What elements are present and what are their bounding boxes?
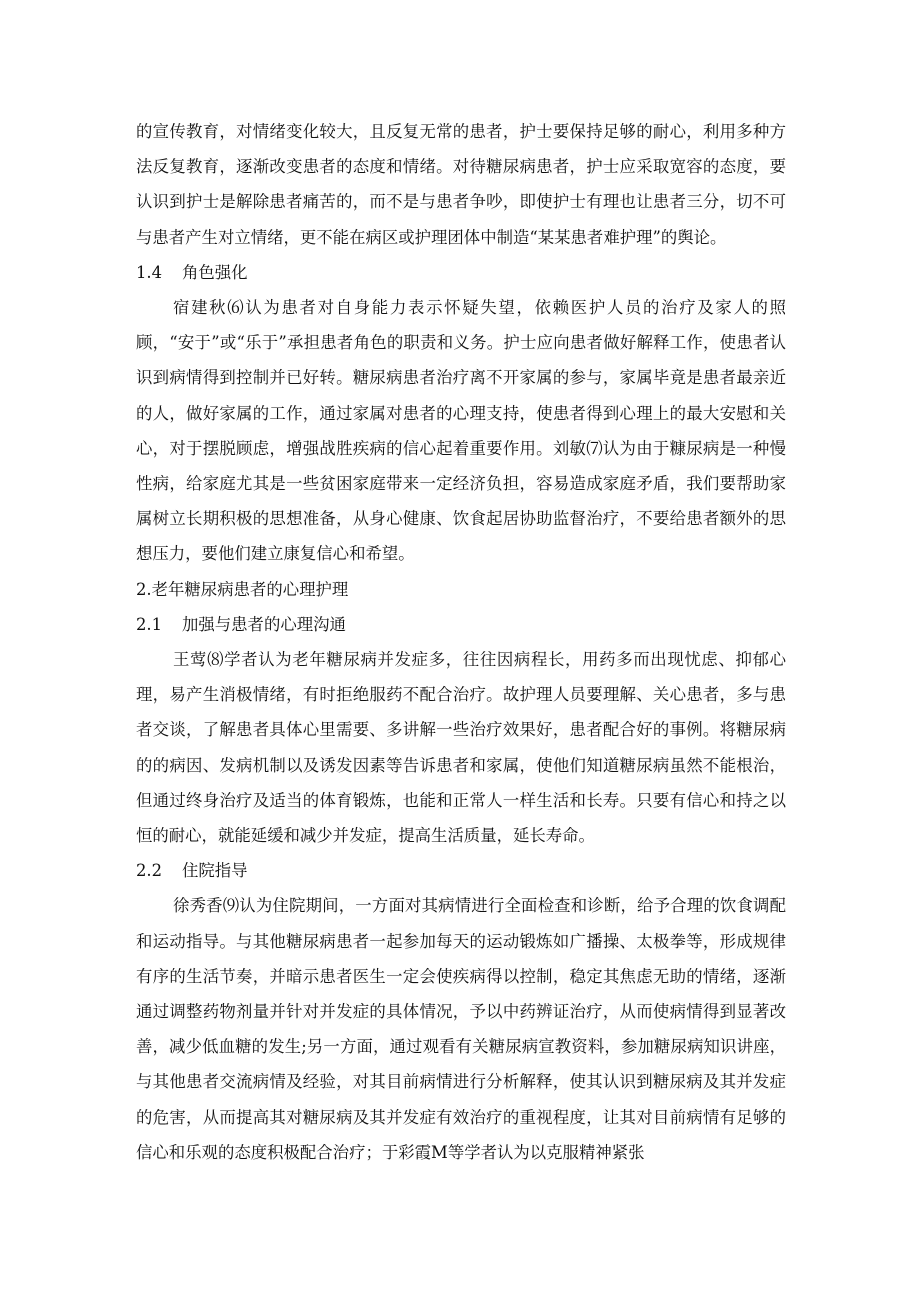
section-title: 住院指导 bbox=[182, 861, 248, 881]
paragraph-role-strengthening: 宿建秋⑹认为患者对自身能力表示怀疑失望，依赖医护人员的治疗及家人的照顾，“安于”或“乐于”承担患者角色的职责和义务。护士应向患者做好解释工作，使患者认识到病情得到控制并已好转。糖尿病患者治疗离不开家属的参与，家属毕竟是患者最亲近的人，做好家属的工作，通过家属对患者的心理支持，使患者得到心理上的最大安慰和关心，对于摆脱顾虑，增强战胜疾病的信心起着重要作用。刘敏⑺认为由于糠尿病是一种慢性病，给家庭尤其是一些贫困家庭带来一定经济负担，容易造成家庭矛盾，我们要帮助家属树立长期积极的思想准备，从身心健康、饮食起居协助监督治疗，不要给患者额外的思想压力，要他们建立康复信心和希望。 bbox=[136, 298, 786, 564]
section-heading-2-2 bbox=[136, 853, 786, 888]
section-number: 2.2 bbox=[136, 861, 163, 881]
section-title: 角色强化 bbox=[182, 262, 248, 282]
paragraph-communication: 王莺⑻学者认为老年糖尿病并发症多，往往因病程长，用药多而出现忧虑、抑郁心理，易产生消极情绪，有时拒绝服药不配合治疗。故护理人员要理解、关心患者，多与患者交谈，了解患者具体心里需要、多讲解一些治疗效果好，患者配合好的事例。将糖尿病的的病因、发病机制以及诱发因素等告诉患者和家属，使他们知道糖尿病虽然不能根治，但通过终身治疗及适当的体育锻炼，也能和正常人一样生活和长寿。只要有信心和持之以恒的耐心，就能延缓和减少并发症，提高生活质量，延长寿命。 bbox=[136, 650, 786, 846]
section-number: 2. bbox=[136, 579, 152, 599]
section-heading-1-4 bbox=[136, 255, 786, 290]
section-number: 1.4 bbox=[136, 262, 163, 282]
section-heading-2-1 bbox=[136, 607, 786, 642]
section-heading-2 bbox=[136, 572, 786, 607]
section-number: 2.1 bbox=[136, 614, 163, 634]
paragraph-intro: 的宣传教育，对情绪变化较大，且反复无常的患者，护士要保持足够的耐心，利用多种方法反复教育，逐渐改变患者的态度和情绪。对待糖尿病患者，护士应采取宽容的态度，要认识到护士是解除患者痛苦的，而不是与患者争吵，即使护士有理也让患者三分，切不可与患者产生对立情绪，更不能在病区或护理团体中制造“某某患者难护理”的舆论。 bbox=[136, 122, 786, 247]
document-body bbox=[136, 114, 786, 1170]
section-title: 老年糖尿病患者的心理护理 bbox=[151, 579, 349, 599]
paragraph-hospital-guidance: 徐秀香⑼认为住院期间，一方面对其病情进行全面检查和诊断，给予合理的饮食调配和运动指导。与其他糖尿病患者一起参加每天的运动锻炼如广播操、太极拳等，形成规律有序的生活节奏，并暗示患者医生一定会使疾病得以控制，稳定其焦虑无助的情绪，逐渐通过调整药物剂量并针对并发症的具体情况，予以中药辨证治疗，从而使病情得到显著改善，减少低血糖的发生;另一方面，通过观看有关糖尿病宣教资料，参加糖尿病知识讲座，与其他患者交流病情及经验，对其目前病情进行分析解释，使其认识到糖尿病及其并发症的危害，从而提高其对糖尿病及其并发症有效治疗的重视程度，让其对目前病情有足够的信心和乐观的态度积极配合治疗；于彩霞M等学者认为以克服精神紧张 bbox=[136, 896, 786, 1162]
section-title: 加强与患者的心理沟通 bbox=[182, 614, 346, 634]
